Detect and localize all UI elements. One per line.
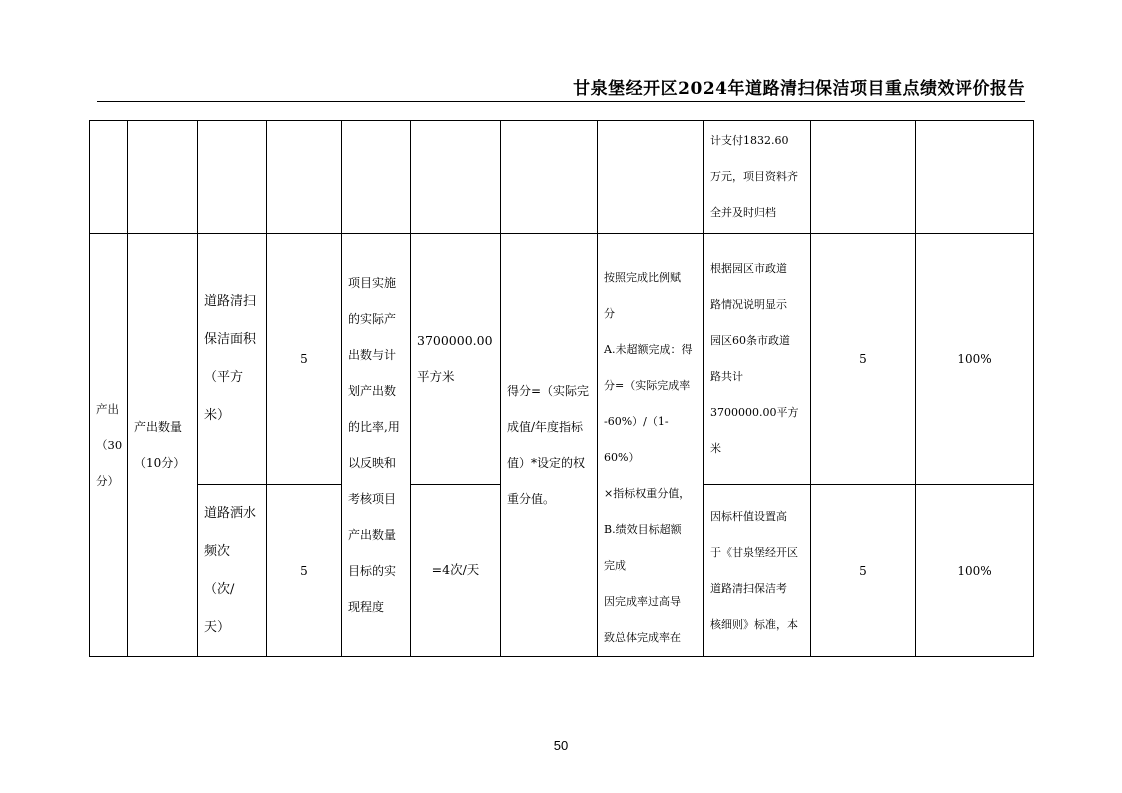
empty-cell xyxy=(90,121,128,234)
indicator-description-text: 项目实施 的实际产 出数与计 划产出数 的比率,用 以反映和 考核项目 产出数量 目标的实 现程度 xyxy=(348,276,400,614)
level1-indicator-cell xyxy=(90,234,128,657)
target-value-text: 3700000.00 平方米 xyxy=(417,333,493,385)
empty-cell xyxy=(128,121,198,234)
empty-cell xyxy=(598,121,704,234)
audit-finding-text: 因标杆值设置高 于《甘泉堡经开区 道路清扫保洁考 核细则》标准，本 xyxy=(710,509,798,631)
weight-value: 5 xyxy=(300,563,308,578)
indicator-description-cell xyxy=(342,234,411,657)
scoring-rules-text: 按照完成比例赋 分 A.未超额完成：得 分=（实际完成率 -60%）/（1-60%） ×指标权重分值， B.绩效目标超额 完成 因完成率过高导 致总体完成率在 xyxy=(604,271,693,644)
header-rule xyxy=(97,101,1025,102)
indicator-name-text: 道路洒水 频次（次/ 天） xyxy=(204,505,257,635)
indicator-name-cell xyxy=(198,234,267,485)
scoring-formula-text: 得分=（实际完 成值/年度指标 值）*设定的权 重分值。 xyxy=(507,384,590,506)
table-row xyxy=(90,234,1034,485)
completion-value: 100% xyxy=(957,563,992,578)
document-header-title: 甘泉堡经开区2024年道路清扫保洁项目重点绩效评价报告 xyxy=(573,79,1025,99)
score-cell xyxy=(811,485,916,657)
audit-finding-text: 计支付1832.60 万元，项目资料齐 全并及时归档 xyxy=(710,134,798,219)
evaluation-table xyxy=(89,120,1034,657)
audit-finding-cell xyxy=(704,234,811,485)
empty-cell xyxy=(198,121,267,234)
audit-finding-cell xyxy=(704,485,811,657)
indicator-name-cell xyxy=(198,485,267,657)
empty-cell xyxy=(501,121,598,234)
weight-value: 5 xyxy=(300,352,308,367)
completion-cell xyxy=(916,234,1034,485)
target-value-cell xyxy=(411,485,501,657)
audit-finding-cell xyxy=(704,121,811,234)
score-value: 5 xyxy=(859,352,867,367)
level2-indicator-cell xyxy=(128,234,198,657)
scoring-rules-cell xyxy=(598,234,704,657)
empty-cell xyxy=(811,121,916,234)
score-cell xyxy=(811,234,916,485)
completion-value: 100% xyxy=(957,352,992,367)
score-value: 5 xyxy=(859,563,867,578)
empty-cell xyxy=(342,121,411,234)
target-value-cell xyxy=(411,234,501,485)
empty-cell xyxy=(267,121,342,234)
empty-cell xyxy=(411,121,501,234)
scoring-formula-cell xyxy=(501,234,598,657)
page-number: 50 xyxy=(553,738,569,753)
level2-indicator-text: 产出数量 （10分） xyxy=(134,420,186,470)
empty-cell xyxy=(916,121,1034,234)
table-row-continued xyxy=(90,121,1034,234)
audit-finding-text: 根据园区市政道 路情况说明显示 园区60条市政道 路共计 3700000.00平方 米 xyxy=(710,262,799,456)
weight-cell xyxy=(267,485,342,657)
target-value-text: =4次/天 xyxy=(431,562,480,578)
indicator-name-text: 道路清扫 保洁面积 （平方 米） xyxy=(204,294,257,424)
completion-cell xyxy=(916,485,1034,657)
level1-indicator-text: 产出 （30 分） xyxy=(96,402,123,488)
weight-cell xyxy=(267,234,342,485)
